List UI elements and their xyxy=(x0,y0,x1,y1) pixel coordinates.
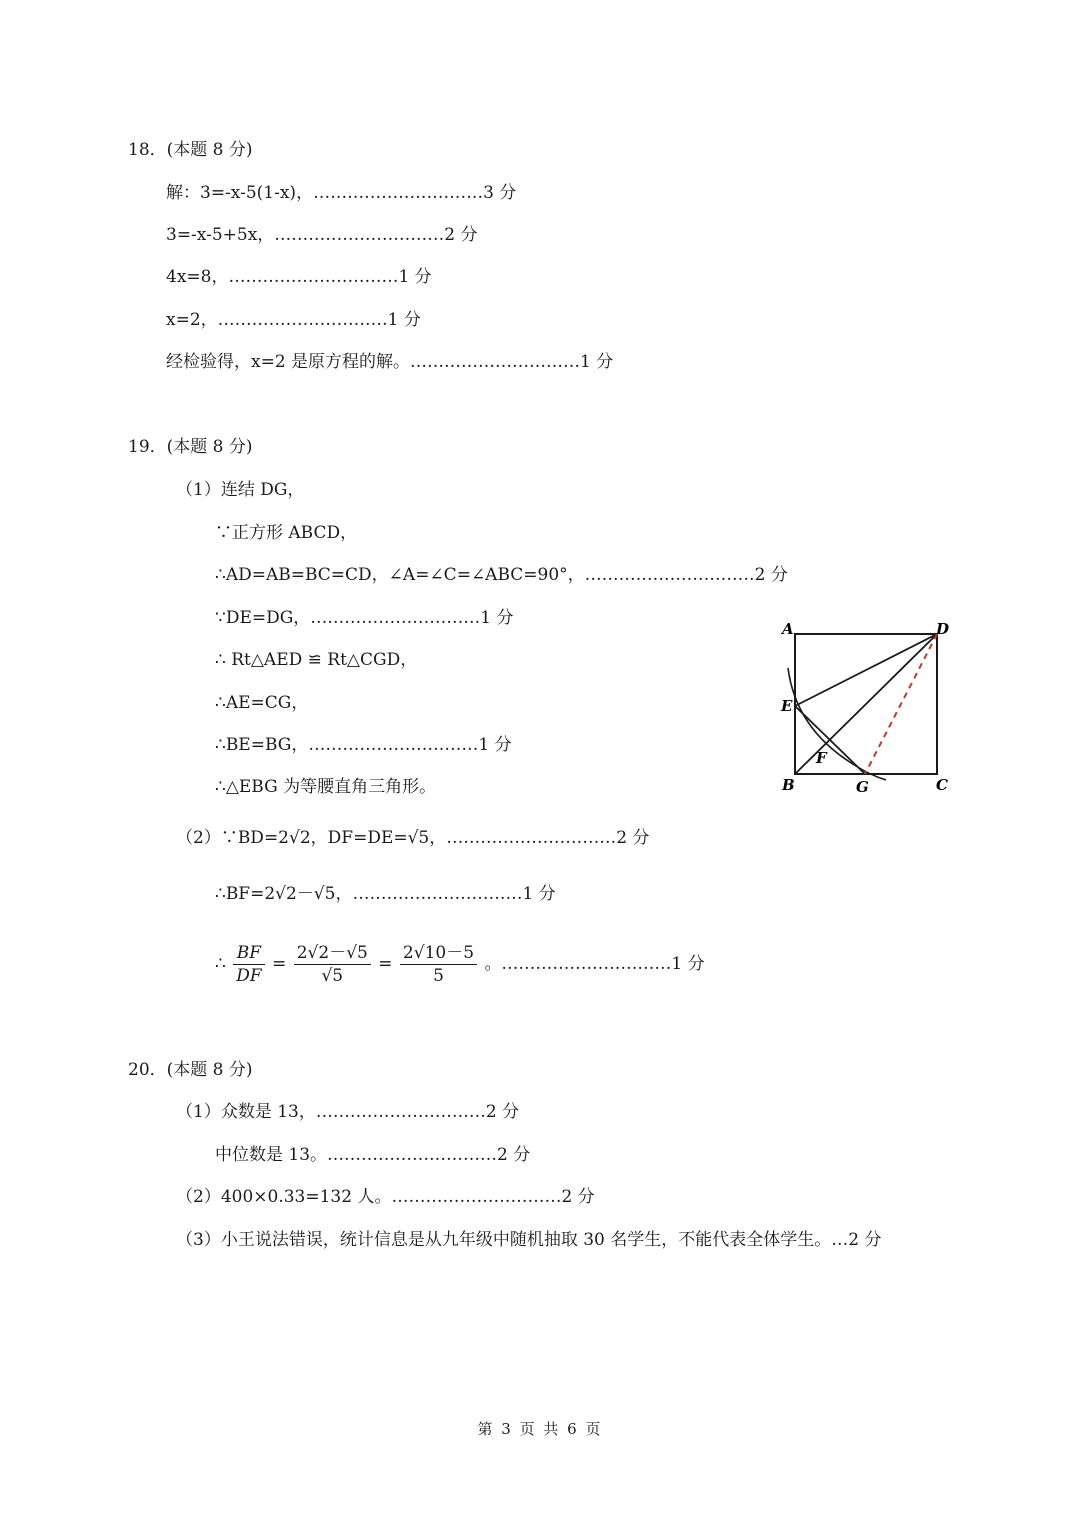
q18-line-4: x=2，…………………………1 分 xyxy=(166,310,421,330)
q19-step-6: ∴BE=BG，…………………………1 分 xyxy=(215,735,512,755)
q19-part-2: （2）∵BD=2√2，DF=DE=√5，…………………………2 分 xyxy=(176,828,650,848)
q19-part-1: （1）连结 DG， xyxy=(176,480,305,500)
q20-line-2: 中位数是 13。…………………………2 分 xyxy=(215,1145,531,1165)
label-d: D xyxy=(936,620,950,638)
q19-step-8: ∴BF=2√2－√5，…………………………1 分 xyxy=(215,884,556,904)
fraction-result: $\frac{2√10-5}{5}$ xyxy=(400,942,477,987)
q18-line-3: 4x=8，…………………………1 分 xyxy=(166,267,432,287)
segment-de xyxy=(795,634,937,706)
q19-header: 19．(本题 8 分) xyxy=(128,437,253,457)
q20-line-1: （1）众数是 13，…………………………2 分 xyxy=(176,1102,520,1122)
q18-line-5: 经检验得，x=2 是原方程的解。…………………………1 分 xyxy=(166,352,614,372)
fraction-middle: $\frac{2√2-√5}{√5}$ xyxy=(294,942,371,987)
label-b: B xyxy=(782,776,795,794)
q19-fraction-line xyxy=(215,940,705,988)
label-f: F xyxy=(816,749,827,767)
dashed-segment-dg xyxy=(865,634,937,774)
q19-step-2: ∴AD=AB=BC=CD，∠A=∠C=∠ABC=90°，…………………………2 分 xyxy=(215,565,788,585)
q20-line-3: （2）400×0.33=132 人。…………………………2 分 xyxy=(176,1187,595,1207)
q19-step-5: ∴AE=CG， xyxy=(215,693,309,713)
fraction-bf-df: $\frac{BF}{DF}$ xyxy=(233,942,264,987)
q19-step-3: ∵DE=DG，…………………………1 分 xyxy=(215,608,514,628)
q20-header: 20．(本题 8 分) xyxy=(128,1060,253,1080)
q19-step-1: ∵正方形 ABCD， xyxy=(215,523,358,543)
square-geometry-figure xyxy=(770,612,970,802)
q18-header: 18．(本题 8 分) xyxy=(128,140,253,160)
equals-sign: = xyxy=(272,954,287,974)
label-c: C xyxy=(936,776,948,794)
page-footer: 第 3 页 共 6 页 xyxy=(477,1420,603,1438)
q18-line-2: 3=-x-5+5x，…………………………2 分 xyxy=(166,225,478,245)
q20-line-4: （3）小王说法错误，统计信息是从九年级中随机抽取 30 名学生，不能代表全体学生。…2 分 xyxy=(176,1230,882,1250)
q18-line-1: 解：3=-x-5(1-x)，…………………………3 分 xyxy=(166,183,517,203)
q19-step-7: ∴△EBG 为等腰直角三角形。 xyxy=(215,777,437,797)
label-g: G xyxy=(856,778,869,796)
score-suffix: 。…………………………1 分 xyxy=(484,954,705,974)
q19-step-4: ∴ Rt△AED ≌ Rt△CGD， xyxy=(215,650,418,670)
label-e: E xyxy=(781,697,793,715)
equals-sign: = xyxy=(378,954,393,974)
therefore-symbol: ∴ xyxy=(215,954,226,974)
label-a: A xyxy=(782,620,794,638)
